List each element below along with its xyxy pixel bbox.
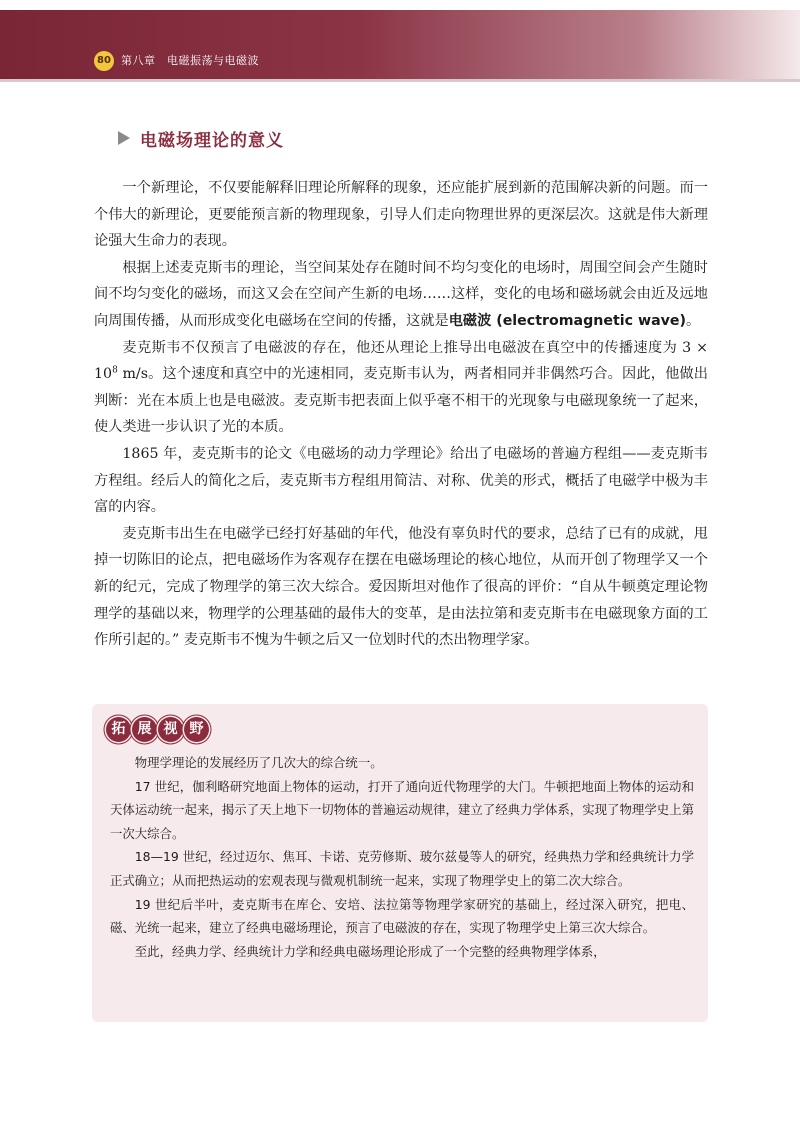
paragraph-2-text: 根据上述麦克斯韦的理论，当空间某处存在随时间不均匀变化的电场时，周围空间会产生随时间不均匀变化的磁场，而这又会在空间产生新的电场……这样，变化的电场和磁场就会由近及远地向周围传播，从而形成变化电磁场在空间的传播，这就是 [94, 259, 708, 329]
sidebar-paragraph-1: 物理学理论的发展经历了几次大的综合统一。 [134, 755, 383, 770]
header-band [0, 10, 800, 82]
sidebar-paragraph-2: 17 世纪，伽利略研究地面上物体的运动，打开了通向近代物理学的大门。牛顿把地面上物体的运动和天体运动统一起来，揭示了天上地下一切物体的普遍运动规律，建立了经典力学体系，实现了物理学史上第一次大综合。 [110, 778, 694, 841]
sidebar-paragraph-5: 至此，经典力学、经典统计力学和经典电磁场理论形成了一个完整的经典物理学体系， [134, 943, 606, 959]
paragraph-4: 1865 年，麦克斯韦的论文《电磁场的动力学理论》给出了电磁场的普遍方程组——麦克斯韦方程组。经后人的简化之后，麦克斯韦方程组用简洁、对称、优美的形式，概括了电磁学中极为丰富的内容。 [94, 445, 708, 516]
label-char: 拓 [106, 717, 131, 742]
label-char: 野 [184, 717, 209, 742]
label-char: 展 [132, 717, 157, 742]
label-char: 视 [158, 717, 183, 742]
paragraph-2 [94, 255, 708, 335]
paragraph-5: 麦克斯韦出生在电磁学已经打好基础的年代，他没有辜负时代的要求，总结了已有的成就，甩掉一切陈旧的论点，把电磁场作为客观存在摆在电磁场理论的核心地位，从而开创了物理学又一个新的纪元，完成了物理学的第三次大综合。爱因斯坦对他作了很高的评价：“自从牛顿奠定理论物理学的基础以来，物理学的公理基础的最伟大的变革，是由法拉第和麦克斯韦在电磁现象方面的工作所引起的。” 麦克斯韦不愧为牛顿之后又一位划时代的杰出物理学家。 [94, 525, 708, 649]
page-number: 80 [94, 51, 114, 71]
paragraph-2-end: 。 [686, 312, 701, 329]
sidebar-paragraph-3: 18—19 世纪，经过迈尔、焦耳、卡诺、克劳修斯、玻尔兹曼等人的研究，经典热力学和经典统计力学正式确立；从而把热运动的宏观表现与微观机制统一起来，实现了物理学史上的第二次大综合。 [110, 849, 694, 888]
extended-reading-label [106, 717, 209, 742]
paragraph-1: 一个新理论，不仅要能解释旧理论所解释的现象，还应能扩展到新的范围解决新的问题。而一个伟大的新理论，更要能预言新的物理现象，引导人们走向物理世界的更深层次。这就是伟大新理论强大生命力的表现。 [94, 180, 708, 250]
section-heading [118, 124, 284, 152]
header-divider [0, 79, 800, 82]
triangle-bullet-icon [118, 131, 130, 145]
sidebar-paragraph-4: 19 世纪后半叶，麦克斯韦在库仑、安培、法拉第等物理学家研究的基础上，经过深入研究，把电、磁、光统一起来，建立了经典电磁场理论，预言了电磁波的存在，实现了物理学史上第三次大综合。 [110, 896, 694, 936]
extended-reading-box [92, 704, 708, 1022]
paragraph-3 [94, 335, 708, 441]
speed-exponent: 8 [112, 365, 118, 376]
paragraph-3-text-a: 麦克斯韦不仅预言了电磁波的存在，他还从理论上推导出电磁波在真空中的传播速度为 3 × 10 [94, 339, 708, 383]
section-title: 电磁场理论的意义 [140, 130, 284, 151]
body-text [94, 175, 708, 654]
paragraph-3-text-b: m/s。这个速度和真空中的光速相同，麦克斯韦认为，两者相同并非偶然巧合。因此，他做出判断：光在本质上也是电磁波。麦克斯韦把表面上似乎毫不相干的光现象与电磁现象统一了起来，使人类进一步认识了光的本质。 [94, 366, 708, 436]
key-term-electromagnetic-wave: 电磁波 (electromagnetic wave) [448, 312, 686, 329]
chapter-title: 第八章 电磁振荡与电磁波 [121, 54, 259, 67]
extended-reading-text [110, 751, 694, 963]
